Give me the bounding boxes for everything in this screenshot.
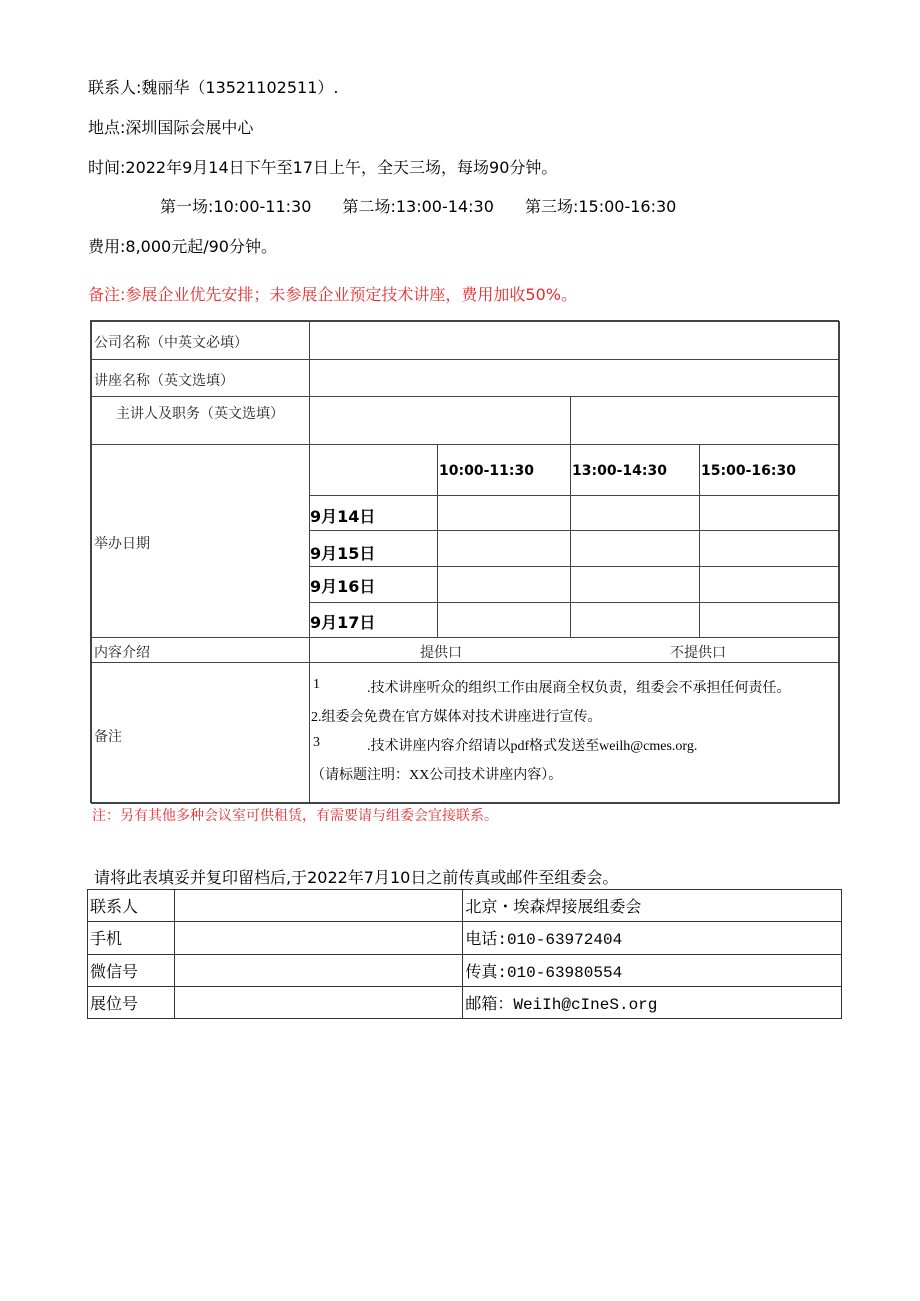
intro-label: 内容介绍 [94,646,150,661]
note-4-text: （请标题注明：XX公司技术讲座内容）。 [311,768,563,783]
mobile-input[interactable] [174,922,462,954]
slot-header-1 [437,444,571,496]
date-2-slot-1[interactable] [437,530,571,567]
fee-line: 费用:8,000元起/90分钟。 [88,237,277,256]
organizer-phone: 电话:010-63972404 [463,922,842,954]
session-3: 第三场:15:00-16:30 [524,197,677,216]
intro-label-cell [91,637,310,663]
date-row-4 [309,602,438,638]
organizer-name: 北京・埃森焊接展组委会 [463,890,842,922]
date-3: 9月16日 [310,577,376,596]
contact-person-label: 联系人 [88,890,175,922]
speaker-label: 主讲人及职务（英文选填） [116,407,284,422]
slot-header-blank [309,444,438,496]
wechat-label: 微信号 [88,954,175,986]
contact-person-input[interactable] [174,890,462,922]
notes-label: 备注 [94,730,122,745]
wechat-input[interactable] [174,954,462,986]
company-input[interactable] [309,321,840,360]
intro-provide-option[interactable]: 提供口 [420,646,462,661]
slot-2-label: 13:00-14:30 [572,463,667,479]
date-4-slot-3[interactable] [699,602,840,638]
lecture-input[interactable] [309,359,840,397]
lecture-label-cell [91,359,310,397]
slot-header-2 [570,444,700,496]
date-1: 9月14日 [310,507,376,526]
intro-not-provide-option[interactable]: 不提供口 [670,646,726,661]
session-1: 第一场:10:00-11:30 [160,197,312,216]
contact-table [87,889,842,1019]
date-1-slot-3[interactable] [699,495,840,531]
date-row-3 [309,566,438,603]
date-3-slot-1[interactable] [437,566,571,603]
note-1-number: 1 [313,677,320,692]
slot-3-label: 15:00-16:30 [701,463,796,479]
table-row [88,890,842,922]
slot-1-label: 10:00-11:30 [439,463,534,479]
sessions-line [160,194,702,217]
date-2-slot-2[interactable] [570,530,700,567]
booth-label: 展位号 [88,986,175,1018]
session-2: 第二场:13:00-14:30 [342,197,494,216]
date-label: 举办日期 [94,537,150,552]
location-line: 地点:深圳国际会展中心 [88,118,254,137]
booth-input[interactable] [174,986,462,1018]
title-input[interactable] [570,396,840,445]
date-1-slot-1[interactable] [437,495,571,531]
notes-content-cell [309,662,840,804]
speaker-label-cell [91,396,310,445]
submission-instruction: 请将此表填妥并复印留档后,于2022年7月10日之前传真或邮件至组委会。 [94,868,619,887]
table-row [88,986,842,1018]
speaker-input[interactable] [309,396,571,445]
lecture-label: 讲座名称（英文选填） [94,374,234,389]
date-2: 9月15日 [310,544,376,563]
date-2-slot-3[interactable] [699,530,840,567]
date-4-slot-2[interactable] [570,602,700,638]
footnote: 注：另有其他多种会议室可供租赁，有需要请与组委会宜接联系。 [92,809,498,824]
date-row-1 [309,495,438,531]
date-3-slot-3[interactable] [699,566,840,603]
date-label-cell [91,444,310,638]
date-row-2 [309,530,438,567]
organizer-email: 邮箱：WeiIh@cIneS.org [463,986,842,1018]
table-row [88,954,842,986]
intro-options-cell [309,637,840,663]
contact-line: 联系人:魏丽华（13521102511）. [88,78,339,97]
company-label-cell [91,321,310,360]
notes-label-cell [91,662,310,804]
slot-header-3 [699,444,840,496]
time-line: 时间:2022年9月14日下午至17日上午，全天三场，每场90分钟。 [88,158,558,177]
note-1-text: .技术讲座听众的组织工作由展商全权负责，组委会不承担任何责任。 [367,681,791,696]
date-3-slot-2[interactable] [570,566,700,603]
remark-line: 备注:参展企业优先安排；未参展企业预定技术讲座，费用加收50%。 [88,285,577,304]
date-4: 9月17日 [310,613,376,632]
mobile-label: 手机 [88,922,175,954]
company-label: 公司名称（中英文必填） [94,336,248,351]
date-4-slot-1[interactable] [437,602,571,638]
table-row [88,922,842,954]
lecture-form-table [90,320,839,803]
note-2-text: 2.组委会免费在官方媒体对技术讲座进行宣传。 [311,710,602,725]
date-1-slot-2[interactable] [570,495,700,531]
organizer-fax: 传真:010-63980554 [463,954,842,986]
note-3-text: .技术讲座内容介绍请以pdf格式发送至weilh@cmes.org. [367,739,698,754]
note-3-number: 3 [313,735,320,750]
